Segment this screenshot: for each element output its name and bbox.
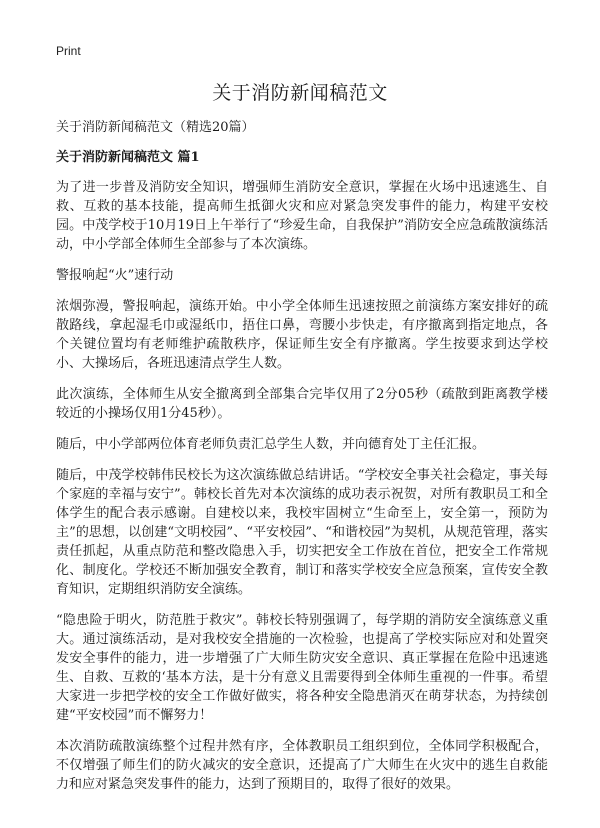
section-heading: 关于消防新闻稿范文 篇1	[56, 150, 200, 165]
paragraph-speech: 随后，中茂学校韩伟民校长为这次演练做总结讲话。“学校安全事关社会稳定，事关每个家庭的幸福与安宁”。韩校长首先对本次演练的成功表示祝贺，对所有教职员工和全体学生的配合表示感谢。自建校以来，我校牢固树立“生命至上，安全第一，预防为主”的思想，以创建“文明校园”、“平安校园”、“和谐校园”为契机，从规范管理，落实责任抓起，从重点防范和整改隐患入手，切实把安全工作放在首位，把安全工作常规化、制度化。学校还不断加强安全教育，制订和落实学校安全应急预案，宣传安全教育知识，定期组织消防安全演练。	[56, 468, 548, 597]
paragraph-conclusion: 本次消防疏散演练整个过程井然有序，全体教职员工组织到位，全体同学积极配合，不仅增强了师生们的防火减灾的安全意识，还提高了广大师生在火灾中的逃生自救能力和应对紧急突发事件的能力，达到了预期目的，取得了很好的效果。	[56, 739, 548, 792]
paragraph-emphasis: “隐患险于明火，防范胜于救灾”。韩校长特别强调了，每学期的消防安全演练意义重大。通过演练活动，是对我校安全措施的一次检验，也提高了学校实际应对和处置突发安全事件的能力，进一步增强了广大师生防灾安全意识、真正掌握在危险中迅速逃生、自救、互救的‘基本方法，是十分有意义且需要得到全体师生重视的一件事。希望大家进一步把学校的安全工作做好做实，将各种安全隐患消灭在萌芽状态，为持续创建“平安校园”而不懈努力！	[56, 613, 548, 723]
paragraph-timing: 此次演练，全体师生从安全撤离到全部集合完毕仅用了2分05秒（疏散到距离教学楼较近的小操场仅用1分45秒）。	[56, 387, 548, 421]
article-body	[56, 118, 548, 806]
print-link[interactable]: Print	[56, 44, 81, 58]
paragraph-drill: 浓烟弥漫，警报响起，演练开始。中小学全体师生迅速按照之前演练方案安排好的疏散路线，拿起湿毛巾或湿纸巾，捂住口鼻，弯腰小步快走，有序撤离到指定地点，各个关键位置均有老师维护疏散秩序，保证师生安全有序撤离。学生按要求到达学校小、大操场后，各班迅速清点学生人数。	[56, 299, 548, 371]
paragraph-report: 随后，中小学部两位体育老师负责汇总学生人数，并向德育处丁主任汇报。	[56, 437, 486, 452]
page-title: 关于消防新闻稿范文	[212, 82, 388, 104]
article-subtitle: 关于消防新闻稿范文（精选20篇）	[56, 120, 255, 135]
paragraph-subheading: 警报响起“火”速行动	[56, 268, 174, 283]
paragraph-intro: 为了进一步普及消防安全知识，增强师生消防安全意识，掌握在火场中迅速逃生、自救、互救的基本技能，提高师生抵御火灾和应对紧急突发事件的能力，构建平安校园。中茂学校于10月19日上午举行了“珍爱生命，自我保护”消防安全应急疏散演练活动，中小学部全体师生全部参与了本次演练。	[56, 180, 548, 252]
